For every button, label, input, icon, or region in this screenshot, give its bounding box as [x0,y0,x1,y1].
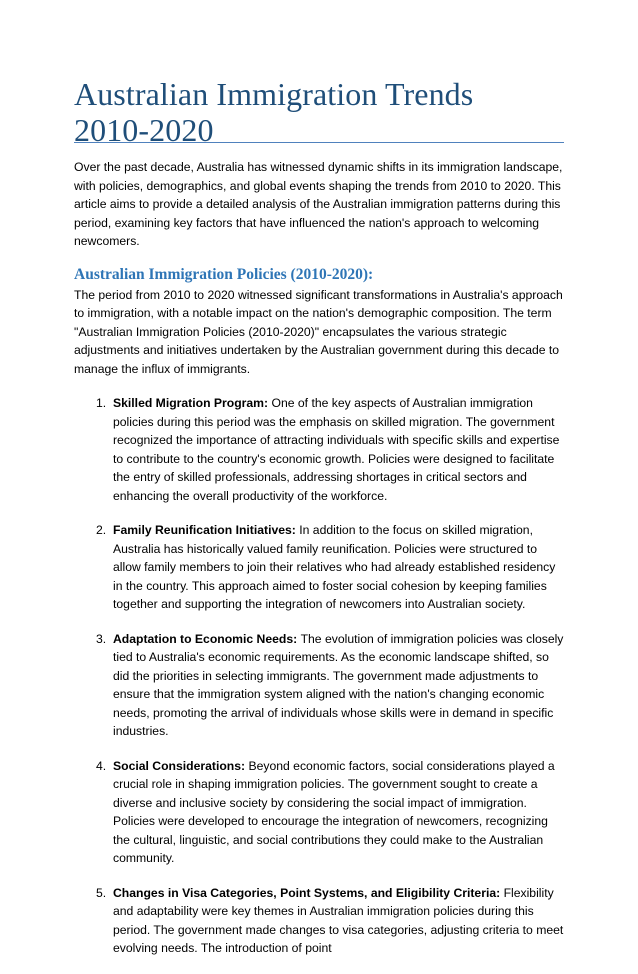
section-paragraph: The period from 2010 to 2020 witnessed significant transformations in Australia's approach to immigration, with a notable impact on the nation's demographic composition. The term "Australian Immigration Policies (2010-2020)" encapsulates the various strategic adjustments and initiatives undertaken by the Australian government during this decade to manage the influx of immigrants. [74,287,563,376]
page-title: Australian Immigration Trends 2010-2020 [74,76,474,148]
title-underline [74,142,564,143]
list-item-text: Flexibility and adaptability were key themes in Australian immigration policies during this period. The government made changes to visa categories, adjusting criteria to meet evolving needs. The introduction of point [113,885,564,955]
policy-list [74,394,566,958]
list-item [74,884,566,958]
list-item [74,394,566,505]
list-item-text: In addition to the focus on skilled migration, Australia has historically valued family reunification. Policies were structured to allow family members to join their relatives who had already established residency in the country. This approach aimed to foster social cohesion by keeping families together and supporting the integration of newcomers into Australian society. [113,523,556,611]
intro-paragraph: Over the past decade, Australia has witnessed dynamic shifts in its immigration landscape, with policies, demographics, and global events shaping the trends from 2010 to 2020. This article aims to provide a detailed analysis of the Australian immigration patterns during this period, examining key factors that have influenced the nation's approach to welcoming newcomers. [74,160,563,248]
section-heading: Australian Immigration Policies (2010-2020): [74,265,374,283]
list-item-label: Social Considerations: [113,758,249,773]
list-item [74,521,566,614]
list-item [74,630,566,741]
list-item-number: 5. [96,885,107,900]
list-item-number: 4. [96,758,107,773]
list-item [74,757,566,868]
list-item-number: 3. [96,631,107,646]
list-item-text: One of the key aspects of Australian immigration policies during this period was the emphasis on skilled migration. The government recognized the importance of attracting individuals with specific skills and expertise to contribute to the country's economic growth. Policies were designed to facilitate the entry of skilled professionals, addressing shortages in critical sectors and enhancing the overall productivity of the workforce. [113,396,560,503]
list-item-label: Family Reunification Initiatives: [113,523,300,537]
list-item-number: 2. [96,523,107,537]
list-item-label: Changes in Visa Categories, Point Systems, and Eligibility Criteria: [113,885,504,900]
list-item-number: 1. [96,396,107,410]
list-item-text: Beyond economic factors, social considerations played a crucial role in shaping immigration policies. The government sought to create a diverse and inclusive society by considering the social impact of immigration. Policies were developed to encourage the integration of newcomers, recognizing the cultural, linguistic, and social contributions they could make to the Australian community. [113,758,555,865]
list-item-label: Skilled Migration Program: [113,396,272,410]
document-body [74,158,566,974]
list-item-text: The evolution of immigration policies was closely tied to Australia's economic requirements. As the economic landscape shifted, so did the priorities in selecting immigrants. The government made adjustments to ensure that the immigration system aligned with the nation's changing economic needs, promoting the arrival of individuals whose skills were in demand in specific industries. [113,631,564,738]
list-item-label: Adaptation to Economic Needs: [113,631,301,646]
